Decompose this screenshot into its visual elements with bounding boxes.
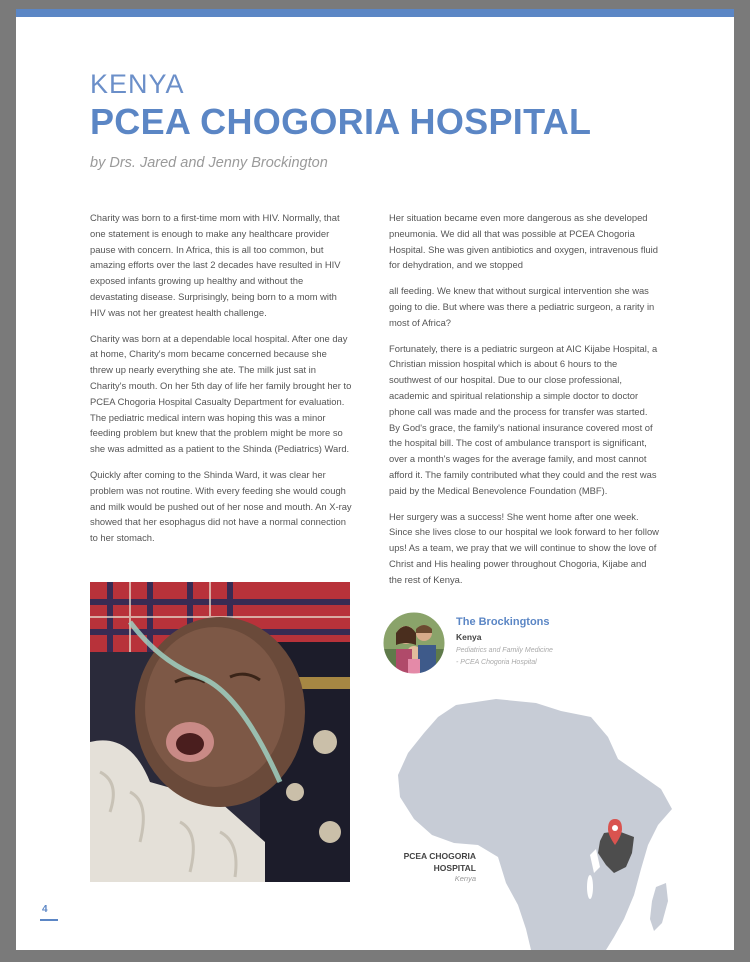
top-accent-bar [16, 9, 734, 17]
page-number: 4 [42, 904, 48, 915]
page-title: PCEA CHOGORIA HOSPITAL [90, 101, 592, 142]
article-paragraph: Quickly after coming to the Shinda Ward, it was clear her problem was not routine. With every feeding she would cough and milk would be pushed out of her nose and mouth. An X-ray showed that her esophagus did not have a normal connection to her stomach. [90, 468, 352, 544]
author-avatar [382, 611, 446, 675]
page-number-underline [40, 919, 58, 921]
article-paragraph: Charity was born to a first-time mom with HIV. Normally, that one statement is enough to make any healthcare provider pause with concern. In Africa, this is all too common, but amazing efforts over the last 2 decades have resulted in HIV exposed infants growing up healthy and without the devastating disease. Surprisingly, being born to a mom with HIV was not her greatest health challenge. [90, 212, 341, 318]
map-country-label: Kenya [454, 874, 476, 883]
country-heading: KENYA [90, 69, 185, 99]
article-column-right [389, 210, 659, 598]
map-hospital-label: PCEA CHOGORIA HOSPITAL [403, 851, 476, 873]
author-location: Kenya [456, 632, 482, 642]
author-role [456, 645, 553, 669]
author-name: The Brockingtons [456, 616, 550, 628]
article-paragraph: Her surgery was a success! She went home after one week. Since she lives close to our hospital we look forward to her follow ups! As a team, we pray that we will continue to show the love of Christ and His healing power throughout Chogoria, Kijabe and the rest of Kenya. [389, 510, 659, 585]
article-paragraph: Her situation became even more dangerous as she developed pneumonia. We did all that was possible at PCEA Chogoria Hospital. She was given antibiotics and oxygen, intravenous fluid for dehydration, and we stopped [389, 212, 658, 271]
magazine-page [16, 9, 734, 950]
author-role-line: Pediatrics and Family Medicine [456, 647, 553, 654]
article-paragraph: all feeding. We knew that without surgical intervention she was going to die. But where was there a pediatric surgeon, a rarity in most of Africa? [389, 285, 655, 328]
madagascar [650, 883, 668, 931]
infant-photo [90, 582, 350, 882]
article-paragraph: Charity was born at a dependable local hospital. After one day at home, Charity's mom became concerned because she threw up nearly everything she ate. The milk just sat in Charity's mouth. On her 5th day of life her family brought her to PCEA Chogoria Hospital Casualty Department for evaluation. The pediatric medical intern was hoping this was a minor feeding problem but knew that the problem might be more so she was admitted as a patient to the Shinda (Pediatrics) Ward. [90, 332, 352, 455]
africa-map [386, 697, 686, 950]
author-role-line: - PCEA Chogoria Hospital [456, 659, 537, 666]
africa-continent [398, 699, 672, 950]
article-paragraph: Fortunately, there is a pediatric surgeon at AIC Kijabe Hospital, a Christian mission hospital which is about 6 hours to the southwest of our hospital. Due to our close professional, academic and spiritual relationship a simple doctor to doctor phone call was made and the process for transfer was started. By God's grace, the family's national insurance covered most of the hospital bill. The cost of ambulance transport is significant, over a month's wages for the average family, and most cannot afford it. The family contributed what they could and the rest was paid by the Medical Benevolence Foundation (MBF). [389, 342, 658, 496]
byline: by Drs. Jared and Jenny Brockington [90, 155, 328, 171]
article-column-left [90, 210, 352, 556]
